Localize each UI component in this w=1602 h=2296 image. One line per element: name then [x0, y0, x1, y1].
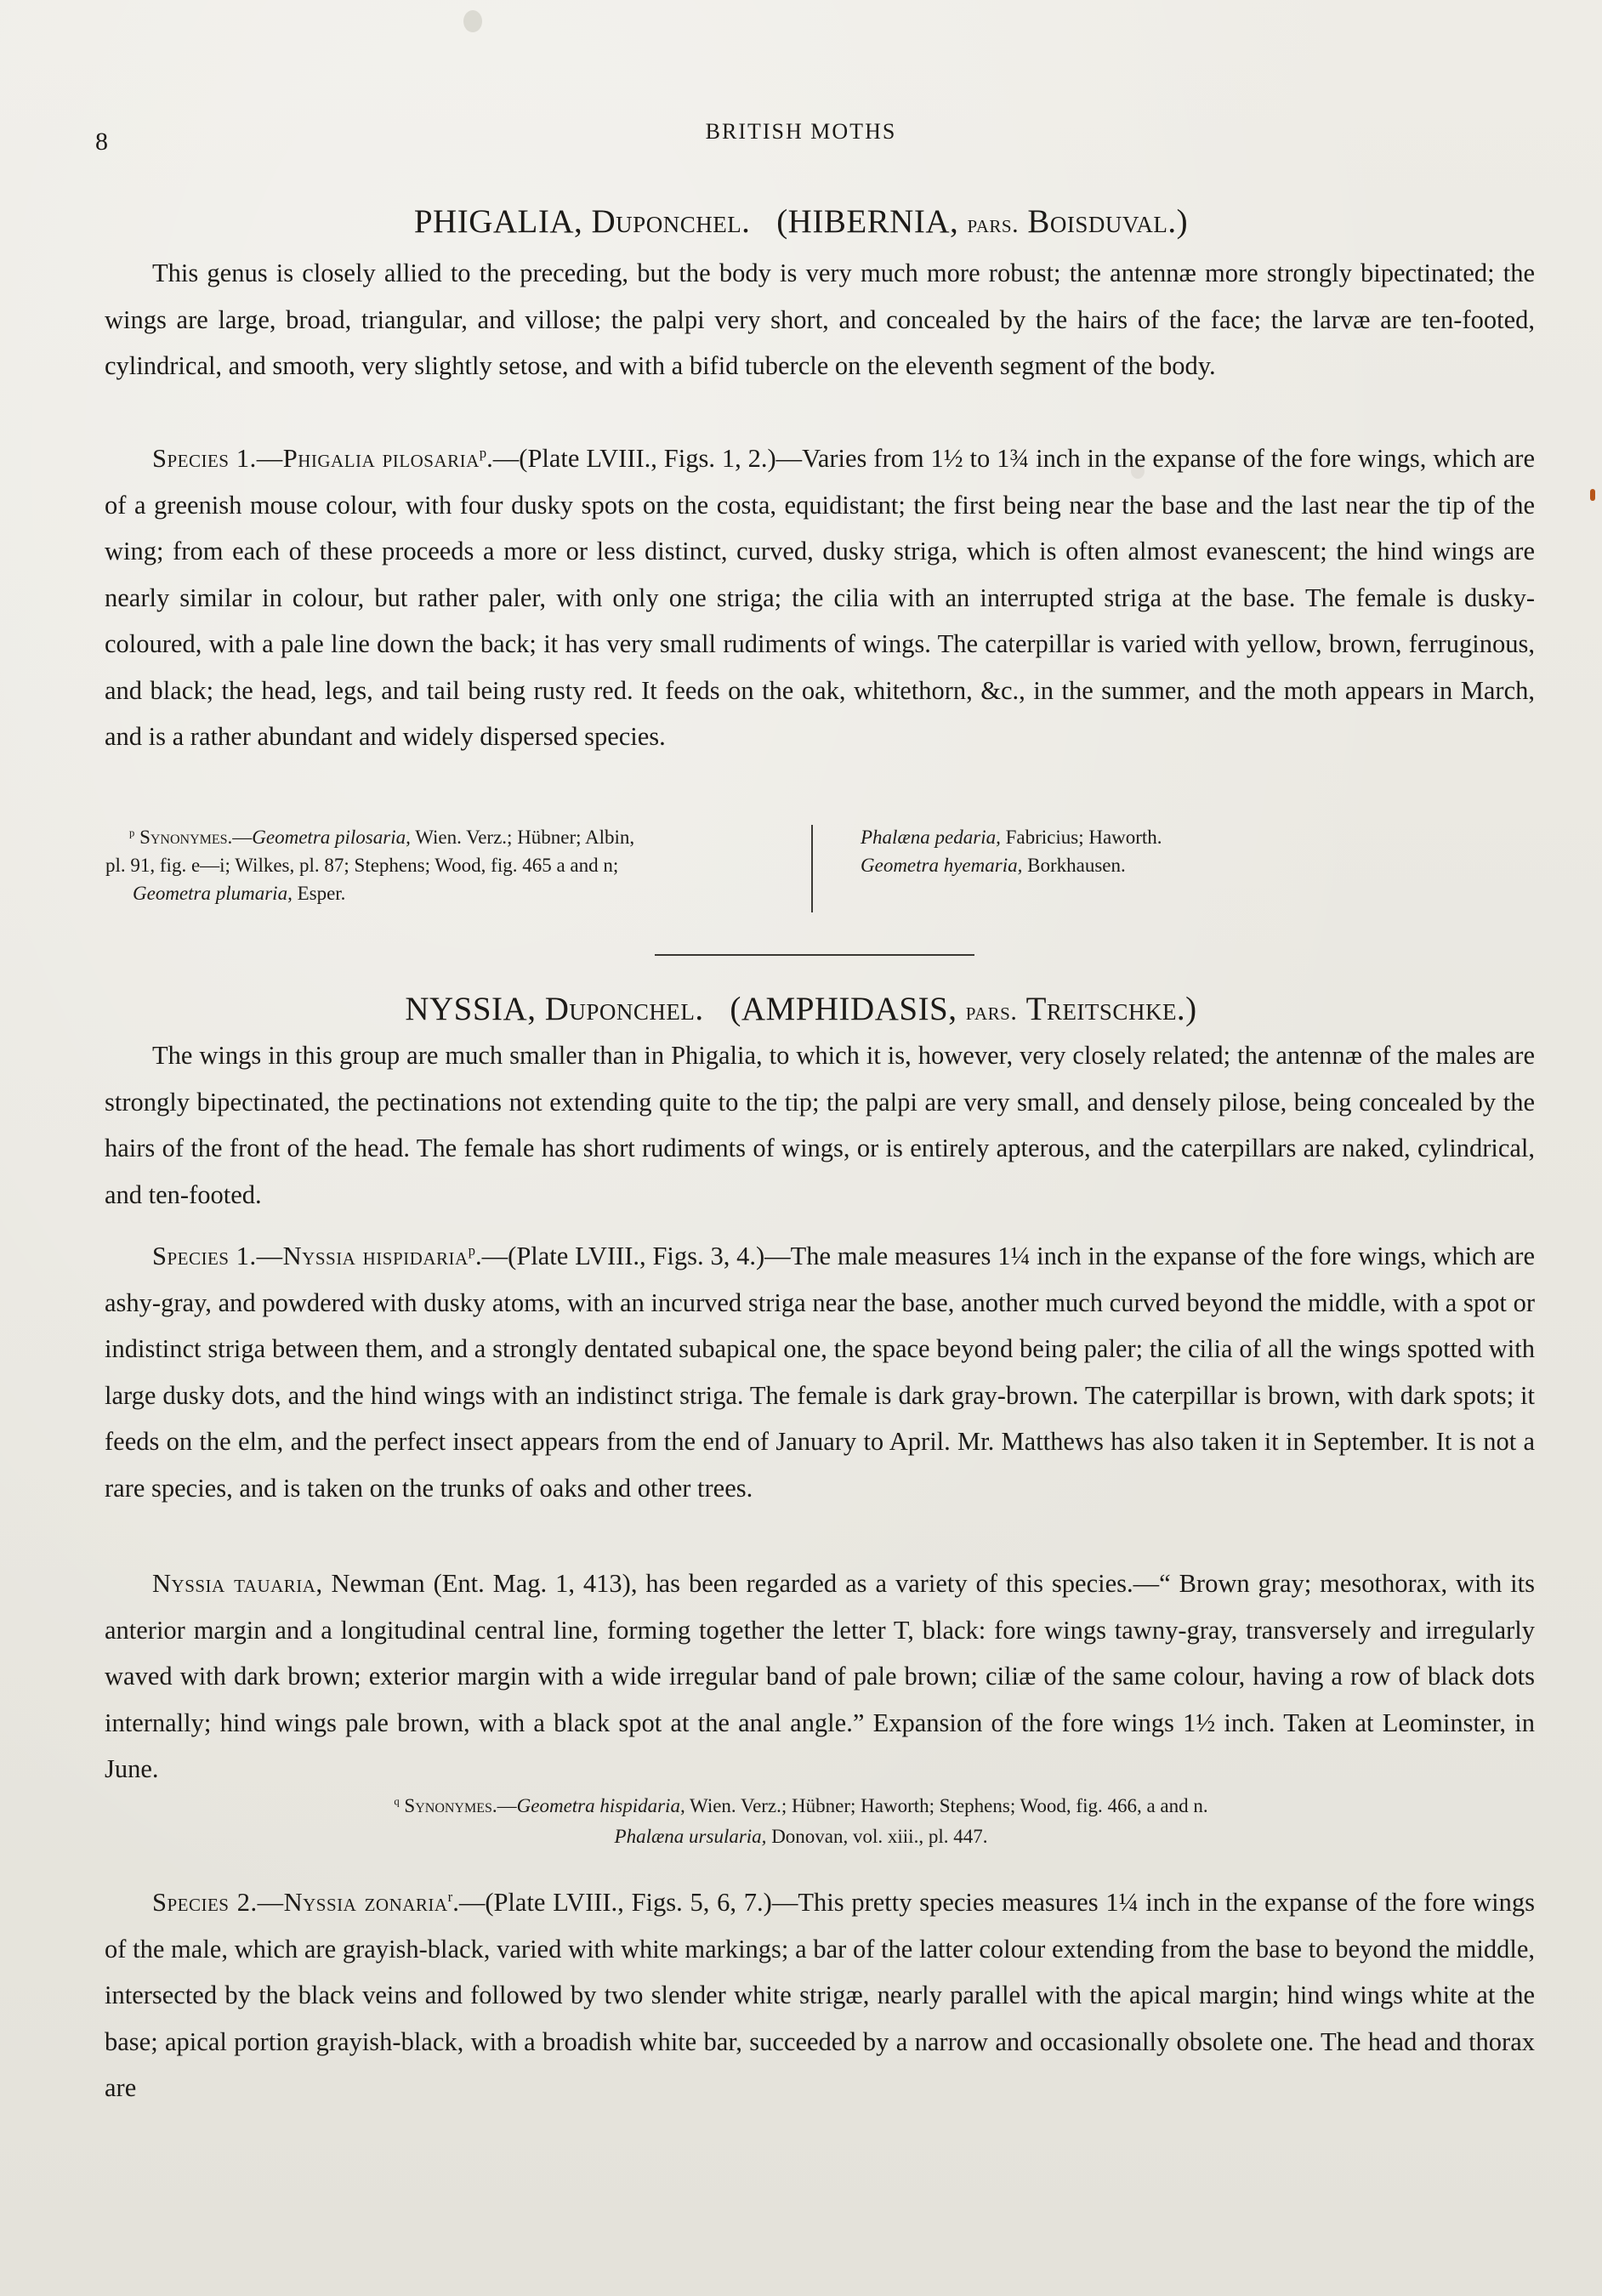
footnote-ref: p	[479, 444, 487, 461]
footnote-marker: q	[394, 1795, 400, 1808]
genus-alt-author: Boisduval.)	[1027, 203, 1189, 240]
synonymes-hispidaria	[0, 1791, 1602, 1852]
synonym-authority: Wien. Verz.; Hübner; Haworth; Stephens; Wood, fig. 466, a and n.	[685, 1795, 1208, 1816]
column-divider	[811, 825, 813, 912]
page-edge-mark	[1590, 489, 1595, 501]
genus-description-phigalia	[105, 250, 1535, 389]
species-text: .—(Plate LVIII., Figs. 5, 6, 7.)—This pretty species measures 1¼ inch in the expanse of the fore wings of the male, which are grayish-black, varied with white markings; a bar of the latter colour extending from the base to beyond the middle, intersected by the black veins and followed by two slender white strigæ, nearly parallel with the apical margin; hind wings white at the base; apical portion grayish-black, with a broadish white bar, succeeded by a narrow and occasionally obsolete one. The head and thorax are	[105, 1888, 1535, 2102]
synonym-authority: Wien. Verz.; Hübner; Albin,	[410, 827, 635, 848]
genus-name: NYSSIA,	[405, 991, 537, 1027]
footnote-ref: p	[468, 1242, 476, 1259]
synonym-authority: Borkhausen.	[1022, 855, 1126, 876]
variety-entry-tauaria	[105, 1560, 1535, 1793]
genus-alt: (HIBERNIA,	[776, 203, 959, 240]
species-entry-zonaria	[105, 1879, 1535, 2111]
footnote-marker: p	[129, 827, 135, 839]
species-label: Species 1.—Phigalia pilosaria	[152, 444, 480, 473]
paragraph	[105, 435, 1535, 760]
paper-blemish	[463, 10, 482, 32]
synonymes-left	[105, 823, 801, 907]
genus-author: Duponchel.	[591, 203, 751, 240]
footnote-ref: r	[447, 1888, 453, 1905]
species-label: Species 1.—Nyssia hispidaria	[152, 1242, 469, 1270]
synonym-authority: Donovan, vol. xiii., pl. 447.	[766, 1826, 988, 1847]
synonym-name: Geometra hyemaria,	[861, 855, 1023, 876]
paragraph	[105, 1560, 1535, 1793]
variety-label: Nyssia tauaria,	[152, 1569, 323, 1598]
genus-heading-phigalia	[0, 202, 1602, 241]
genus-heading-nyssia	[0, 990, 1602, 1028]
synonymes-label: Synonymes.—	[139, 827, 253, 848]
paragraph: This genus is closely allied to the preceding, but the body is very much more robust; the antennæ more strongly bipectinated; the wings are large, broad, triangular, and villose; the palpi very short, and concealed by the hairs of the face; the larvæ are ten-footed, cylindrical, and smooth, very slightly setose, and with a bifid tubercle on the eleventh segment of the body.	[105, 259, 1535, 380]
genus-description-nyssia	[105, 1032, 1535, 1218]
species-text: .—(Plate LVIII., Figs. 1, 2.)—Varies from 1½ to 1¾ inch in the expanse of the fore wings, which are of a greenish mouse colour, with four dusky spots on the costa, equidistant; the first being near the base and the last near the tip of the wing; from each of these proceeds a more or less distinct, curved, dusky striga, which is often almost evanescent; the hind wings are nearly similar in colour, but rather paler, with only one striga; the cilia with an interrupted striga at the base. The female is dusky-coloured, with a pale line down the back; it has very small rudiments of wings. The caterpillar is varied with yellow, brown, ferruginous, and black; the head, legs, and tail being rusty red. It feeds on the oak, whitethorn, &c., in the summer, and the moth appears in March, and is a rather abundant and widely dispersed species.	[105, 444, 1535, 751]
section-rule	[655, 954, 974, 956]
species-entry-pilosaria	[105, 435, 1535, 760]
paragraph	[105, 1879, 1535, 2111]
synonym-authority: Fabricius; Haworth.	[1000, 827, 1162, 848]
synonym-name: Geometra plumaria,	[133, 883, 293, 904]
paragraph: The wings in this group are much smaller than in Phigalia, to which it is, however, very closely related; the antennæ of the males are strongly bipectinated, the pectinations not extending quite to the tip; the palpi are very small, and densely pilose, being concealed by the hairs of the front of the head. The female has short rudiments of wings, or is entirely apterous, and the caterpillars are naked, cylindrical, and ten-footed.	[105, 1041, 1535, 1209]
synonym-name: Geometra hispidaria,	[516, 1795, 685, 1816]
synonym-line: pl. 91, fig. e—i; Wilkes, pl. 87; Stephens; Wood, fig. 465 a and n;	[105, 855, 619, 876]
genus-pars: pars.	[965, 997, 1018, 1026]
page-number: 8	[95, 128, 108, 156]
species-entry-hispidaria	[105, 1233, 1535, 1511]
variety-text: Newman (Ent. Mag. 1, 413), has been regarded as a variety of this species.—“ Brown gray; mesothorax, with its anterior margin and a longitudinal central line, forming together the letter T, black: fore wings tawny-gray, transversely and irregularly waved with dark brown; exterior margin with a wide irregular band of pale brown; ciliæ of the same colour, having a row of black dots internally; hind wings pale brown, with a black spot at the anal angle.” Expansion of the fore wings 1½ inch. Taken at Leominster, in June.	[105, 1569, 1535, 1783]
synonymes-right	[861, 823, 1456, 879]
genus-author: Duponchel.	[544, 991, 704, 1027]
genus-name: PHIGALIA,	[413, 203, 583, 240]
synonym-name: Phalæna pedaria,	[861, 827, 1001, 848]
genus-alt-author: Treitschke.)	[1025, 991, 1197, 1027]
running-head: BRITISH MOTHS	[705, 119, 897, 144]
synonym-authority: Esper.	[292, 883, 346, 904]
synonym-name: Geometra pilosaria,	[252, 827, 411, 848]
genus-alt: (AMPHIDASIS,	[730, 991, 957, 1027]
synonymes-label: Synonymes.—	[404, 1795, 517, 1816]
genus-pars: pars.	[967, 210, 1020, 238]
species-text: .—(Plate LVIII., Figs. 3, 4.)—The male measures 1¼ inch in the expanse of the fore wings, which are ashy-gray, and powdered with dusky atoms, with an incurved striga near the base, another much curved beyond the middle, with a spot or indistinct striga between them, and a strongly dentated subapical one, the space beyond being paler; the cilia of all the wings spotted with large dusky dots, and the hind wings with an indistinct striga. The female is dark gray-brown. The caterpillar is brown, with dark spots; it feeds on the elm, and the perfect insect appears from the end of January to April. Mr. Matthews has also taken it in September. It is not a rare species, and is taken on the trunks of oaks and other trees.	[105, 1242, 1535, 1503]
synonym-name: Phalæna ursularia,	[614, 1826, 767, 1847]
species-label: Species 2.—Nyssia zonaria	[152, 1888, 448, 1917]
paragraph	[105, 1233, 1535, 1511]
